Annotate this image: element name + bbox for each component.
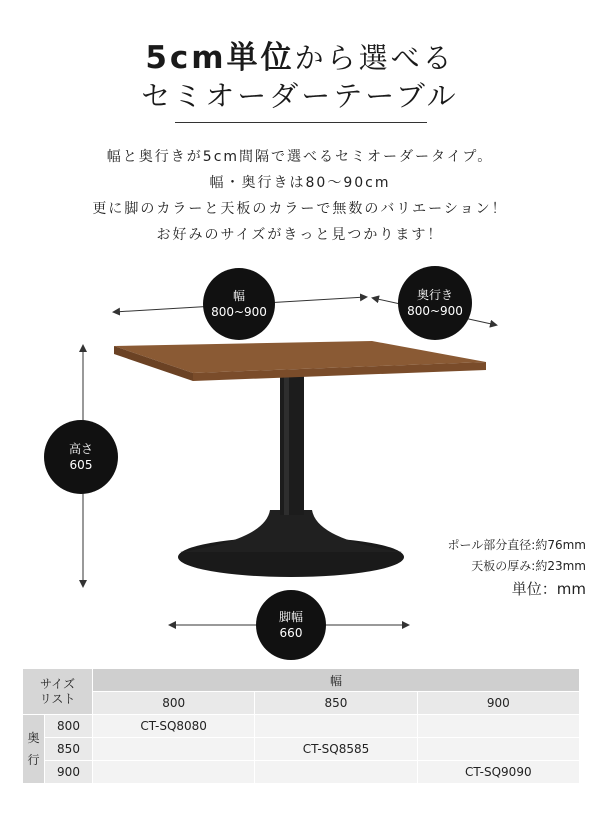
table-pole (280, 375, 304, 515)
intro-line-3: 更に脚のカラーと天板のカラーで無数のバリエーション！ (92, 201, 508, 217)
page-title-line2: セミオーダーテーブル (141, 79, 459, 113)
row-header: 800 (45, 715, 93, 738)
height-label: 高さ (68, 442, 93, 456)
intro-line-1: 幅と奥行きが5cm間隔で選べるセミオーダータイプ。 (106, 149, 494, 165)
model-cell (417, 738, 579, 761)
width-header: 幅 (93, 669, 580, 692)
height-badge (44, 420, 118, 494)
model-cell: CT-SQ8080 (93, 715, 255, 738)
size-list-corner (23, 669, 93, 715)
depth-header-char-2: 行 (27, 753, 40, 767)
title-rest: から選べる (294, 41, 455, 75)
table-row (23, 761, 580, 784)
row-header: 900 (45, 761, 93, 784)
column-header: 800 (93, 692, 255, 715)
width-value: 800~900 (211, 305, 267, 319)
base-value: 660 (279, 626, 303, 640)
model-cell (255, 761, 417, 784)
top-thickness-spec: 天板の厚み:約23mm (471, 559, 586, 573)
corner-line-2: リスト (39, 691, 76, 706)
width-badge (203, 268, 275, 340)
model-cell: CT-SQ9090 (417, 761, 579, 784)
pole-diameter-spec: ポール部分直径:約76mm (447, 538, 586, 552)
model-cell: CT-SQ8585 (255, 738, 417, 761)
row-header: 850 (45, 738, 93, 761)
depth-label: 奥行き (416, 288, 453, 302)
depth-header (23, 715, 45, 784)
model-cell (93, 761, 255, 784)
depth-header-char-1: 奥 (27, 731, 40, 745)
table-row (23, 715, 580, 738)
height-value: 605 (69, 458, 93, 472)
corner-line-1: サイズ (39, 676, 76, 691)
size-list-table (22, 668, 580, 784)
width-label: 幅 (232, 289, 245, 303)
model-cell (417, 715, 579, 738)
column-header: 900 (417, 692, 579, 715)
intro-line-4: お好みのサイズがきっと見つかります！ (156, 227, 444, 243)
title-emphasis: 5cm単位 (145, 40, 295, 76)
depth-value: 800~900 (407, 304, 463, 318)
column-header: 850 (255, 692, 417, 715)
intro-line-2: 幅・奥行きは80〜90cm (209, 175, 391, 191)
unit-note: 単位：mm (511, 580, 586, 598)
model-cell (93, 738, 255, 761)
model-cell (255, 715, 417, 738)
depth-badge (398, 266, 472, 340)
base-badge (256, 590, 326, 660)
base-label: 脚幅 (278, 610, 303, 624)
table-row (23, 738, 580, 761)
